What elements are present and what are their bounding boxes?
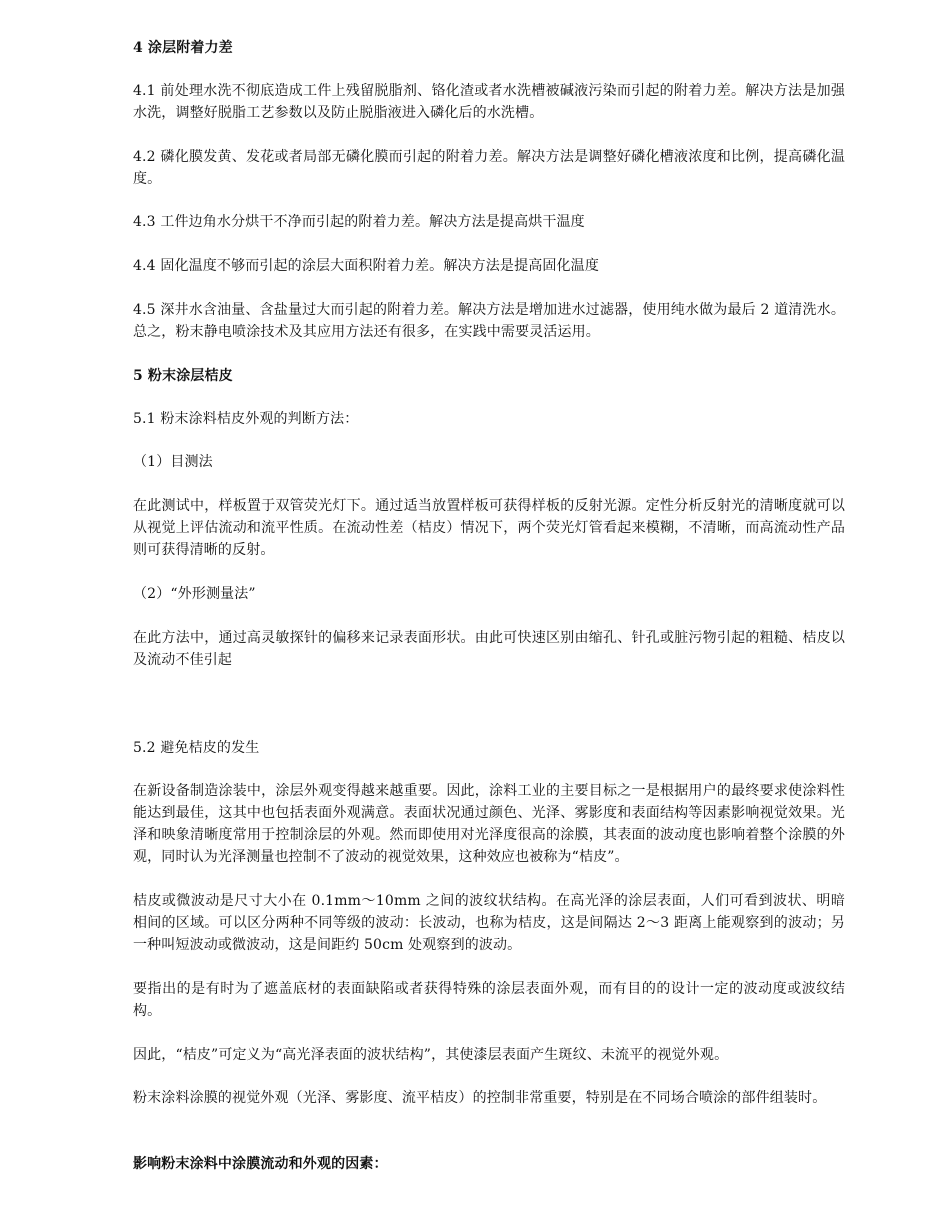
subsection-5-1-heading: 5.1 粉末涂料桔皮外观的判断方法： [133, 411, 359, 427]
paragraph-4-2: 4.2 磷化膜发黄、发花或者局部无磷化膜而引起的附着力差。解决方法是调整好磷化槽液浓度和比例，提高磷化温度。 [133, 149, 845, 187]
paragraph-intentional: 要指出的是有时为了遮盖底材的表面缺陷或者获得特殊的涂层表面外观，而有目的的设计一定的波动度或波纹结构。 [133, 981, 845, 1019]
paragraph-control: 粉末涂料涂膜的视觉外观（光泽、雾影度、流平桔皮）的控制非常重要，特别是在不同场合喷涂的部件组装时。 [133, 1090, 827, 1106]
subsection-5-2-heading: 5.2 避免桔皮的发生 [133, 740, 260, 756]
paragraph-4-1: 4.1 前处理水洗不彻底造成工件上残留脱脂剂、铬化渣或者水洗槽被碱液污染而引起的附着力差。解决方法是加强水洗，调整好脱脂工艺参数以及防止脱脂液进入磷化后的水洗槽。 [133, 83, 845, 121]
paragraph-4-3: 4.3 工件边角水分烘干不净而引起的附着力差。解决方法是提高烘干温度 [133, 214, 585, 230]
paragraph-4-4: 4.4 固化温度不够而引起的涂层大面积附着力差。解决方法是提高固化温度 [133, 258, 599, 274]
paragraph-new-equipment: 在新设备制造涂装中，涂层外观变得越来越重要。因此，涂料工业的主要目标之一是根据用户的最终要求使涂料性能达到最佳，这其中也包括表面外观满意。表面状况通过颜色、光泽、雾影度和表面结构等因素影响视觉效果。光泽和映象清晰度常用于控制涂层的外观。然而即使用对光泽度很高的涂膜，其表面的波动度也影响着整个涂膜的外观，同时认为光泽测量也控制不了波动的视觉效果，这种效应也被称为“桔皮”。 [133, 783, 845, 865]
paragraph-4-5: 4.5 深井水含油量、含盐量过大而引起的附着力差。解决方法是增加进水过滤器，使用纯水做为最后 2 道清洗水。总之，粉末静电喷涂技术及其应用方法还有很多，在实践中需要灵活运用。 [133, 302, 845, 340]
factors-heading: 影响粉末涂料中涂膜流动和外观的因素： [133, 1156, 388, 1172]
method-2-paragraph: 在此方法中，通过高灵敏探针的偏移来记录表面形状。由此可快速区别由缩孔、针孔或脏污物引起的粗糙、桔皮以及流动不佳引起 [133, 630, 845, 668]
method-1-paragraph: 在此测试中，样板置于双管荧光灯下。通过适当放置样板可获得样板的反射光源。定性分析反射光的清晰度就可以从视觉上评估流动和流平性质。在流动性差（桔皮）情况下，两个荧光灯管看起来模糊，不清晰，而高流动性产品则可获得清晰的反射。 [133, 498, 845, 558]
paragraph-definition: 因此，“桔皮”可定义为“高光泽表面的波状结构”，其使漆层表面产生斑纹、未流平的视觉外观。 [133, 1047, 729, 1063]
method-1-title: （1）目测法 [133, 454, 213, 470]
method-2-title: （2）“外形测量法” [133, 586, 256, 602]
section-5-heading: 5 粉末涂层桔皮 [133, 368, 233, 384]
paragraph-wave: 桔皮或微波动是尺寸大小在 0.1mm～10mm 之间的波纹状结构。在高光泽的涂层表面，人们可看到波状、明暗相间的区域。可以区分两种不同等级的波动：长波动，也称为桔皮，这是间隔达 2～3 距离上能观察到的波动；另一种叫短波动或微波动，这是间距约 50cm 处观察到的波动。 [133, 893, 845, 953]
section-4-heading: 4 涂层附着力差 [133, 40, 233, 56]
